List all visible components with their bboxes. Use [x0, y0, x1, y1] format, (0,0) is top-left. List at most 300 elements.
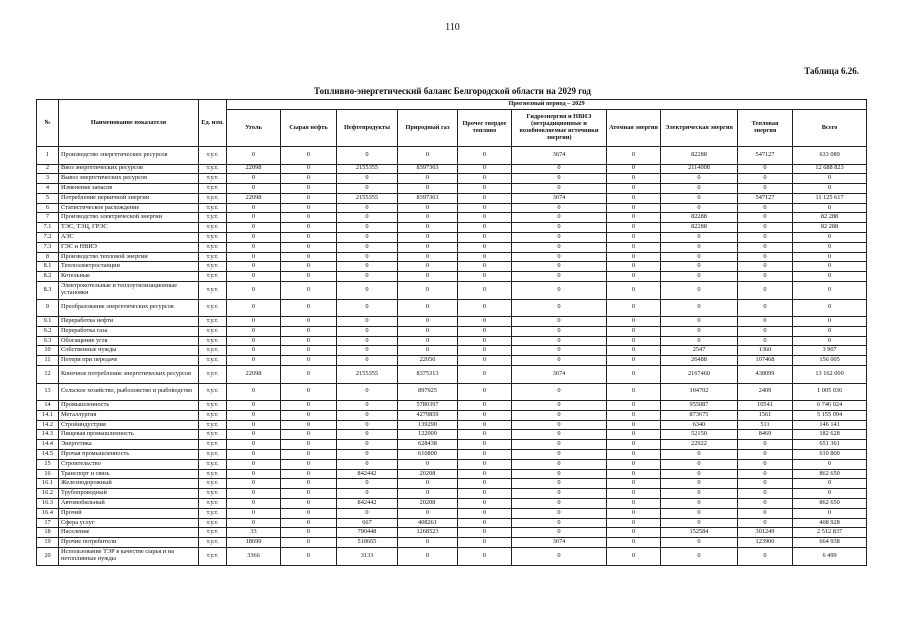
- table-row: [37, 213, 867, 223]
- row-name-cell: Энергетика: [59, 440, 199, 450]
- cell-natural-gas: 0: [398, 213, 458, 223]
- row-number-cell: 5: [37, 193, 59, 203]
- cell-crude-oil: 0: [281, 508, 337, 518]
- cell-nuclear: 0: [607, 299, 661, 317]
- cell-nuclear: 0: [607, 233, 661, 243]
- cell-hydro-renewables: 0: [512, 508, 607, 518]
- cell-hydro-renewables: 0: [512, 548, 607, 566]
- table-row: [37, 346, 867, 356]
- cell-oil-products: 0: [337, 459, 398, 469]
- row-number-cell: 14.3: [37, 430, 59, 440]
- cell-hydro-renewables: 0: [512, 223, 607, 233]
- cell-total: 0: [793, 336, 867, 346]
- cell-natural-gas: 0: [398, 479, 458, 489]
- cell-coal: 0: [227, 459, 281, 469]
- row-unit-cell: т.у.т.: [199, 147, 227, 165]
- row-unit-cell: т.у.т.: [199, 420, 227, 430]
- table-label: Таблица 6.26.: [804, 66, 859, 76]
- cell-coal: 0: [227, 203, 281, 213]
- cell-total: 82 288: [793, 213, 867, 223]
- row-unit-cell: т.у.т.: [199, 262, 227, 272]
- cell-nuclear: 0: [607, 508, 661, 518]
- cell-coal: 0: [227, 147, 281, 165]
- row-number-cell: 16.2: [37, 489, 59, 499]
- cell-electric: 2114008: [661, 164, 738, 174]
- header-unit: Ед. изм.: [199, 100, 227, 147]
- cell-coal: 0: [227, 440, 281, 450]
- cell-other-solid-fuel: 0: [458, 193, 512, 203]
- row-number-cell: 9.1: [37, 317, 59, 327]
- row-number-cell: 14.2: [37, 420, 59, 430]
- row-name-cell: Железнодорожный: [59, 479, 199, 489]
- cell-oil-products: 0: [337, 317, 398, 327]
- cell-coal: 0: [227, 336, 281, 346]
- row-unit-cell: т.у.т.: [199, 528, 227, 538]
- cell-nuclear: 0: [607, 326, 661, 336]
- cell-electric: 0: [661, 174, 738, 184]
- table-row: [37, 272, 867, 282]
- cell-other-solid-fuel: 0: [458, 528, 512, 538]
- header-row-top: [37, 100, 867, 110]
- cell-total: 0: [793, 282, 867, 300]
- cell-natural-gas: 0: [398, 203, 458, 213]
- cell-total: 6 746 024: [793, 401, 867, 411]
- row-name-cell: Переработка нефти: [59, 317, 199, 327]
- cell-crude-oil: 0: [281, 366, 337, 384]
- cell-electric: 0: [661, 489, 738, 499]
- cell-hydro-renewables: 0: [512, 336, 607, 346]
- cell-total: 13 162 000: [793, 366, 867, 384]
- cell-oil-products: 0: [337, 272, 398, 282]
- cell-other-solid-fuel: 0: [458, 499, 512, 509]
- cell-coal: 22098: [227, 193, 281, 203]
- cell-nuclear: 0: [607, 252, 661, 262]
- row-number-cell: 13: [37, 383, 59, 401]
- cell-coal: 0: [227, 383, 281, 401]
- cell-total: 862 650: [793, 469, 867, 479]
- cell-electric: 0: [661, 299, 738, 317]
- cell-nuclear: 0: [607, 272, 661, 282]
- cell-nuclear: 0: [607, 410, 661, 420]
- cell-total: 862 650: [793, 499, 867, 509]
- row-name-cell: Вывоз энергетических ресурсов: [59, 174, 199, 184]
- cell-hydro-renewables: 0: [512, 430, 607, 440]
- row-name-cell: Потребление первичной энергии: [59, 193, 199, 203]
- cell-natural-gas: 610800: [398, 450, 458, 460]
- cell-heat: 511: [738, 420, 793, 430]
- cell-coal: 0: [227, 499, 281, 509]
- cell-electric: 0: [661, 538, 738, 548]
- cell-heat: 0: [738, 317, 793, 327]
- cell-coal: 0: [227, 272, 281, 282]
- cell-other-solid-fuel: 0: [458, 479, 512, 489]
- row-name-cell: Строительство: [59, 459, 199, 469]
- cell-natural-gas: 0: [398, 233, 458, 243]
- cell-crude-oil: 0: [281, 430, 337, 440]
- cell-electric: 82288: [661, 147, 738, 165]
- row-unit-cell: т.у.т.: [199, 499, 227, 509]
- header-col-natural-gas: Природный газ: [398, 110, 458, 147]
- cell-crude-oil: 0: [281, 548, 337, 566]
- energy-balance-table: [36, 99, 867, 566]
- row-name-cell: Собственные нужды: [59, 346, 199, 356]
- cell-natural-gas: 0: [398, 336, 458, 346]
- cell-oil-products: 0: [337, 489, 398, 499]
- cell-nuclear: 0: [607, 499, 661, 509]
- row-number-cell: 1: [37, 147, 59, 165]
- cell-electric: 0: [661, 508, 738, 518]
- cell-hydro-renewables: 0: [512, 346, 607, 356]
- cell-oil-products: 0: [337, 410, 398, 420]
- cell-coal: 0: [227, 282, 281, 300]
- row-name-cell: Прочие потребители: [59, 538, 199, 548]
- row-number-cell: 14: [37, 401, 59, 411]
- cell-electric: 0: [661, 282, 738, 300]
- cell-oil-products: 0: [337, 450, 398, 460]
- cell-other-solid-fuel: 0: [458, 317, 512, 327]
- table-row: [37, 548, 867, 566]
- row-name-cell: Использование ТЭР в качестве сырья и на нетопливные нужды: [59, 548, 199, 566]
- cell-oil-products: 0: [337, 184, 398, 194]
- cell-electric: 0: [661, 479, 738, 489]
- cell-coal: 0: [227, 518, 281, 528]
- cell-coal: 0: [227, 356, 281, 366]
- cell-natural-gas: 0: [398, 508, 458, 518]
- cell-nuclear: 0: [607, 262, 661, 272]
- cell-crude-oil: 0: [281, 469, 337, 479]
- cell-hydro-renewables: 0: [512, 459, 607, 469]
- cell-heat: 123900: [738, 538, 793, 548]
- row-number-cell: 6: [37, 203, 59, 213]
- cell-other-solid-fuel: 0: [458, 174, 512, 184]
- cell-coal: 0: [227, 174, 281, 184]
- row-number-cell: 16.4: [37, 508, 59, 518]
- cell-electric: 0: [661, 548, 738, 566]
- cell-natural-gas: 8397363: [398, 193, 458, 203]
- row-number-cell: 14.1: [37, 410, 59, 420]
- row-number-cell: 8.3: [37, 282, 59, 300]
- cell-coal: 0: [227, 184, 281, 194]
- cell-total: 5 155 094: [793, 410, 867, 420]
- cell-hydro-renewables: 3674: [512, 193, 607, 203]
- cell-heat: 0: [738, 213, 793, 223]
- row-name-cell: Транспорт и связь: [59, 469, 199, 479]
- cell-hydro-renewables: 0: [512, 410, 607, 420]
- cell-coal: 0: [227, 401, 281, 411]
- row-name-cell: Электрокотельные и теплоутилизационные установки: [59, 282, 199, 300]
- cell-heat: 0: [738, 184, 793, 194]
- cell-heat: 0: [738, 326, 793, 336]
- cell-natural-gas: 897925: [398, 383, 458, 401]
- cell-hydro-renewables: 0: [512, 233, 607, 243]
- row-number-cell: 18: [37, 528, 59, 538]
- cell-natural-gas: 408261: [398, 518, 458, 528]
- table-row: [37, 299, 867, 317]
- table-row: [37, 147, 867, 165]
- cell-coal: 0: [227, 326, 281, 336]
- cell-electric: 0: [661, 233, 738, 243]
- row-name-cell: Население: [59, 528, 199, 538]
- cell-nuclear: 0: [607, 518, 661, 528]
- cell-total: 0: [793, 317, 867, 327]
- cell-other-solid-fuel: 0: [458, 223, 512, 233]
- cell-crude-oil: 0: [281, 401, 337, 411]
- cell-heat: 0: [738, 272, 793, 282]
- cell-oil-products: 0: [337, 430, 398, 440]
- row-number-cell: 10: [37, 346, 59, 356]
- table-row: [37, 252, 867, 262]
- row-unit-cell: т.у.т.: [199, 299, 227, 317]
- cell-total: 408 928: [793, 518, 867, 528]
- row-unit-cell: т.у.т.: [199, 164, 227, 174]
- cell-nuclear: 0: [607, 440, 661, 450]
- cell-other-solid-fuel: 0: [458, 489, 512, 499]
- cell-total: 633 089: [793, 147, 867, 165]
- cell-natural-gas: 628438: [398, 440, 458, 450]
- row-unit-cell: т.у.т.: [199, 233, 227, 243]
- row-number-cell: 11: [37, 356, 59, 366]
- cell-other-solid-fuel: 0: [458, 548, 512, 566]
- cell-coal: 0: [227, 450, 281, 460]
- cell-coal: 22098: [227, 164, 281, 174]
- cell-crude-oil: 0: [281, 538, 337, 548]
- cell-other-solid-fuel: 0: [458, 366, 512, 384]
- cell-crude-oil: 0: [281, 450, 337, 460]
- cell-total: 0: [793, 184, 867, 194]
- row-unit-cell: т.у.т.: [199, 252, 227, 262]
- cell-total: 0: [793, 233, 867, 243]
- cell-natural-gas: 0: [398, 299, 458, 317]
- row-unit-cell: т.у.т.: [199, 213, 227, 223]
- cell-heat: 0: [738, 489, 793, 499]
- cell-total: 0: [793, 508, 867, 518]
- cell-crude-oil: 0: [281, 356, 337, 366]
- cell-other-solid-fuel: 0: [458, 272, 512, 282]
- table-row: [37, 479, 867, 489]
- cell-hydro-renewables: 0: [512, 317, 607, 327]
- cell-heat: 0: [738, 203, 793, 213]
- cell-natural-gas: 0: [398, 223, 458, 233]
- cell-heat: 0: [738, 233, 793, 243]
- cell-natural-gas: 0: [398, 317, 458, 327]
- cell-coal: 0: [227, 346, 281, 356]
- cell-nuclear: 0: [607, 282, 661, 300]
- cell-total: 0: [793, 252, 867, 262]
- row-unit-cell: т.у.т.: [199, 508, 227, 518]
- cell-other-solid-fuel: 0: [458, 401, 512, 411]
- row-unit-cell: т.у.т.: [199, 469, 227, 479]
- cell-natural-gas: 0: [398, 184, 458, 194]
- cell-crude-oil: 0: [281, 164, 337, 174]
- cell-nuclear: 0: [607, 223, 661, 233]
- cell-oil-products: 0: [337, 346, 398, 356]
- table-row: [37, 326, 867, 336]
- table-row: [37, 401, 867, 411]
- cell-electric: 0: [661, 252, 738, 262]
- table-row: [37, 420, 867, 430]
- cell-crude-oil: 0: [281, 233, 337, 243]
- cell-other-solid-fuel: 0: [458, 518, 512, 528]
- cell-oil-products: 0: [337, 282, 398, 300]
- row-number-cell: 16.1: [37, 479, 59, 489]
- cell-hydro-renewables: 0: [512, 469, 607, 479]
- row-name-cell: Производство тепловой энергии: [59, 252, 199, 262]
- cell-coal: 33: [227, 528, 281, 538]
- cell-natural-gas: 0: [398, 262, 458, 272]
- cell-electric: 0: [661, 326, 738, 336]
- cell-hydro-renewables: 0: [512, 272, 607, 282]
- cell-other-solid-fuel: 0: [458, 508, 512, 518]
- row-name-cell: Преобразование энергетических ресурсов: [59, 299, 199, 317]
- cell-heat: 0: [738, 479, 793, 489]
- cell-nuclear: 0: [607, 356, 661, 366]
- table-body: [37, 147, 867, 566]
- cell-nuclear: 0: [607, 528, 661, 538]
- cell-crude-oil: 0: [281, 383, 337, 401]
- cell-coal: 0: [227, 410, 281, 420]
- cell-total: 651 361: [793, 440, 867, 450]
- cell-oil-products: 0: [337, 223, 398, 233]
- cell-electric: 26488: [661, 356, 738, 366]
- row-name-cell: Производство электрической энергии: [59, 213, 199, 223]
- row-name-cell: Прочая промышленность: [59, 450, 199, 460]
- header-col-coal: Уголь: [227, 110, 281, 147]
- cell-crude-oil: 0: [281, 147, 337, 165]
- cell-crude-oil: 0: [281, 420, 337, 430]
- cell-crude-oil: 0: [281, 203, 337, 213]
- cell-coal: 0: [227, 479, 281, 489]
- cell-natural-gas: 0: [398, 548, 458, 566]
- cell-other-solid-fuel: 0: [458, 450, 512, 460]
- cell-heat: 301249: [738, 528, 793, 538]
- cell-electric: 104702: [661, 383, 738, 401]
- cell-oil-products: 0: [337, 336, 398, 346]
- cell-crude-oil: 0: [281, 528, 337, 538]
- cell-electric: 0: [661, 518, 738, 528]
- cell-natural-gas: 22050: [398, 356, 458, 366]
- header-col-other-solid-fuel: Прочее твердое топливо: [458, 110, 512, 147]
- cell-heat: 0: [738, 440, 793, 450]
- cell-electric: 873675: [661, 410, 738, 420]
- cell-oil-products: 842442: [337, 499, 398, 509]
- row-unit-cell: т.у.т.: [199, 401, 227, 411]
- cell-nuclear: 0: [607, 548, 661, 566]
- cell-heat: 10541: [738, 401, 793, 411]
- cell-crude-oil: 0: [281, 174, 337, 184]
- cell-heat: 547127: [738, 147, 793, 165]
- cell-coal: 0: [227, 299, 281, 317]
- table-row: [37, 184, 867, 194]
- row-number-cell: 9: [37, 299, 59, 317]
- cell-nuclear: 0: [607, 317, 661, 327]
- row-unit-cell: т.у.т.: [199, 223, 227, 233]
- header-col-hydro-renewables: Гидроэнергия и НВИЭ (нетрадиционные и возобновляемые источники энергии): [512, 110, 607, 147]
- cell-nuclear: 0: [607, 459, 661, 469]
- row-unit-cell: т.у.т.: [199, 193, 227, 203]
- cell-crude-oil: 0: [281, 242, 337, 252]
- cell-oil-products: 2155355: [337, 366, 398, 384]
- row-name-cell: Сфера услуг: [59, 518, 199, 528]
- cell-crude-oil: 0: [281, 336, 337, 346]
- cell-electric: 955087: [661, 401, 738, 411]
- row-number-cell: 8.2: [37, 272, 59, 282]
- table-row: [37, 528, 867, 538]
- cell-crude-oil: 0: [281, 282, 337, 300]
- cell-electric: 82288: [661, 213, 738, 223]
- cell-nuclear: 0: [607, 469, 661, 479]
- cell-hydro-renewables: 0: [512, 262, 607, 272]
- cell-coal: 0: [227, 489, 281, 499]
- row-number-cell: 3: [37, 174, 59, 184]
- row-unit-cell: т.у.т.: [199, 383, 227, 401]
- row-number-cell: 15: [37, 459, 59, 469]
- cell-natural-gas: 0: [398, 459, 458, 469]
- cell-crude-oil: 0: [281, 272, 337, 282]
- cell-other-solid-fuel: 0: [458, 184, 512, 194]
- row-number-cell: 4: [37, 184, 59, 194]
- row-name-cell: Сельское хозяйство, рыболовство и рыбоводство: [59, 383, 199, 401]
- cell-total: 0: [793, 326, 867, 336]
- cell-hydro-renewables: 0: [512, 174, 607, 184]
- cell-other-solid-fuel: 0: [458, 164, 512, 174]
- cell-other-solid-fuel: 0: [458, 410, 512, 420]
- cell-other-solid-fuel: 0: [458, 233, 512, 243]
- cell-nuclear: 0: [607, 184, 661, 194]
- cell-electric: 6340: [661, 420, 738, 430]
- cell-natural-gas: 8375313: [398, 366, 458, 384]
- cell-other-solid-fuel: 0: [458, 469, 512, 479]
- row-name-cell: Пищевая промышленность: [59, 430, 199, 440]
- cell-other-solid-fuel: 0: [458, 326, 512, 336]
- row-number-cell: 20: [37, 548, 59, 566]
- cell-total: 1 005 036: [793, 383, 867, 401]
- cell-nuclear: 0: [607, 193, 661, 203]
- cell-oil-products: 0: [337, 299, 398, 317]
- cell-crude-oil: 0: [281, 518, 337, 528]
- cell-nuclear: 0: [607, 420, 661, 430]
- cell-coal: 0: [227, 508, 281, 518]
- cell-oil-products: 790448: [337, 528, 398, 538]
- cell-crude-oil: 0: [281, 459, 337, 469]
- cell-crude-oil: 0: [281, 326, 337, 336]
- cell-hydro-renewables: 0: [512, 518, 607, 528]
- cell-heat: 0: [738, 223, 793, 233]
- table-row: [37, 262, 867, 272]
- cell-heat: 0: [738, 174, 793, 184]
- cell-crude-oil: 0: [281, 489, 337, 499]
- row-number-cell: 2: [37, 164, 59, 174]
- cell-heat: 0: [738, 336, 793, 346]
- header-col-nuclear: Атомная энергия: [607, 110, 661, 147]
- cell-nuclear: 0: [607, 336, 661, 346]
- page-number: 110: [445, 22, 460, 33]
- table-row: [37, 366, 867, 384]
- cell-coal: 0: [227, 469, 281, 479]
- cell-electric: 0: [661, 272, 738, 282]
- cell-electric: 22922: [661, 440, 738, 450]
- cell-oil-products: 0: [337, 420, 398, 430]
- table-row: [37, 223, 867, 233]
- cell-coal: 18699: [227, 538, 281, 548]
- row-unit-cell: т.у.т.: [199, 336, 227, 346]
- cell-coal: 0: [227, 430, 281, 440]
- cell-total: 156 005: [793, 356, 867, 366]
- row-unit-cell: т.у.т.: [199, 326, 227, 336]
- header-number: №: [37, 100, 59, 147]
- document-title: Топливно-энергетический баланс Белгородской области на 2029 год: [314, 86, 591, 96]
- row-name-cell: ТЭС, ТЭЦ, ГРЭС: [59, 223, 199, 233]
- row-number-cell: 16: [37, 469, 59, 479]
